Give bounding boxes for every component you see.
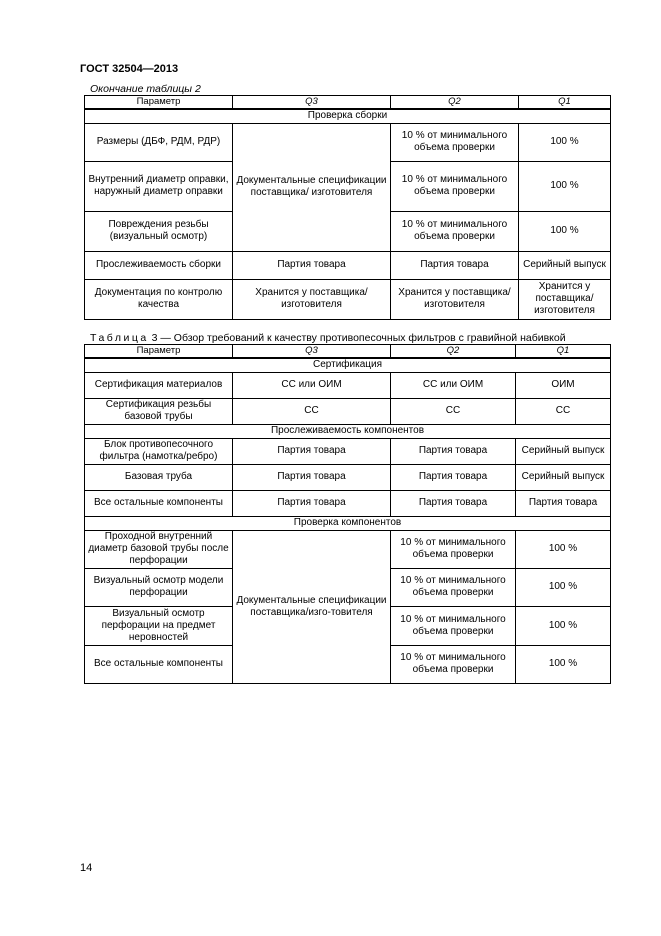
q2-cell: 10 % от минимального объема проверки [391,645,516,683]
q3-cell: Партия товара [233,464,391,490]
table-row [85,279,611,319]
param-cell: Визуальный осмотр перфорации на предмет неровностей [85,606,233,645]
q2-cell: СС или ОИМ [391,372,516,398]
header-param: Параметр [85,345,233,359]
param-cell: Документация по контролю качества [85,279,233,319]
param-cell: Прослеживаемость сборки [85,251,233,279]
section-component-check: Проверка компонентов [85,516,611,530]
table-section-row [85,358,611,372]
document-code: ГОСТ 32504—2013 [80,63,179,75]
q3-cell: Хранится у поставщика/ изготовителя [233,279,391,319]
table2-caption-number: 3 [151,332,158,344]
q3-merged-cell: Документальные спецификации поставщика/ изготовителя [233,123,391,251]
q2-cell: 10 % от минимального объема проверки [391,606,516,645]
header-param: Параметр [85,96,233,110]
header-q2: Q2 [391,345,516,359]
param-cell: Сертификация материалов [85,372,233,398]
section-certification: Сертификация [85,358,611,372]
param-cell: Блок противопесочного фильтра (намотка/ребро) [85,438,233,464]
q2-cell: 10 % от минимального объема проверки [391,123,519,161]
param-cell: Все остальные компоненты [85,490,233,516]
q2-cell: Партия товара [391,251,519,279]
q2-cell: СС [391,398,516,424]
q2-cell: 10 % от минимального объема проверки [391,161,519,211]
page-number: 14 [80,862,93,874]
q1-cell: 100 % [516,606,611,645]
table2-header-row [85,345,611,359]
q2-cell: Партия товара [391,490,516,516]
q1-cell: СС [516,398,611,424]
q3-cell: Партия товара [233,490,391,516]
q3-cell: СС [233,398,391,424]
table-row [85,123,611,161]
q1-cell: Серийный выпуск [516,438,611,464]
table2-caption-prefix: Таблица [90,332,149,344]
q3-cell: СС или ОИМ [233,372,391,398]
q1-cell: Серийный выпуск [519,251,611,279]
param-cell: Визуальный осмотр модели перфорации [85,568,233,606]
table-row [85,438,611,464]
q2-cell: Хранится у поставщика/ изготовителя [391,279,519,319]
table1-header-row [85,96,611,110]
header-q3: Q3 [233,345,391,359]
header-q2: Q2 [391,96,519,110]
q1-cell: 100 % [519,161,611,211]
header-q3: Q3 [233,96,391,110]
table-row [85,372,611,398]
q3-cell: Партия товара [233,438,391,464]
table1 [84,95,611,320]
q2-cell: 10 % от минимального объема проверки [391,530,516,568]
table-section-row [85,109,611,123]
section-component-traceability: Прослеживаемость компонентов [85,424,611,438]
q1-cell: 100 % [516,568,611,606]
param-cell: Повреждения резьбы (визуальный осмотр) [85,211,233,251]
q2-cell: Партия товара [391,464,516,490]
param-cell: Размеры (ДБФ, РДМ, РДР) [85,123,233,161]
table-row [85,490,611,516]
table-row [85,530,611,568]
param-cell: Внутренний диаметр оправки, наружный диаметр оправки [85,161,233,211]
q1-cell: 100 % [516,645,611,683]
q3-merged-cell: Документальные спецификации поставщика/изго-товителя [233,530,391,683]
q3-cell: Партия товара [233,251,391,279]
q1-cell: Хранится у поставщика/ изготовителя [519,279,611,319]
param-cell: Все остальные компоненты [85,645,233,683]
q2-cell: 10 % от минимального объема проверки [391,568,516,606]
header-q1: Q1 [516,345,611,359]
q1-cell: 100 % [516,530,611,568]
table1-caption: Окончание таблицы 2 [90,83,201,95]
table-row [85,398,611,424]
table-section-row [85,424,611,438]
q2-cell: 10 % от минимального объема проверки [391,211,519,251]
table-row [85,251,611,279]
table2-caption-text: — Обзор требований к качеству противопесочных фильтров с гравийной набивкой [160,332,566,344]
param-cell: Базовая труба [85,464,233,490]
param-cell: Сертификация резьбы базовой трубы [85,398,233,424]
table-section-row [85,516,611,530]
q2-cell: Партия товара [391,438,516,464]
param-cell: Проходной внутренний диаметр базовой трубы после перфорации [85,530,233,568]
table-row [85,464,611,490]
q1-cell: Партия товара [516,490,611,516]
table2-caption [90,332,566,344]
table2 [84,344,611,684]
q1-cell: Серийный выпуск [516,464,611,490]
q1-cell: 100 % [519,123,611,161]
q1-cell: ОИМ [516,372,611,398]
section-assembly-check: Проверка сборки [85,109,611,123]
header-q1: Q1 [519,96,611,110]
q1-cell: 100 % [519,211,611,251]
